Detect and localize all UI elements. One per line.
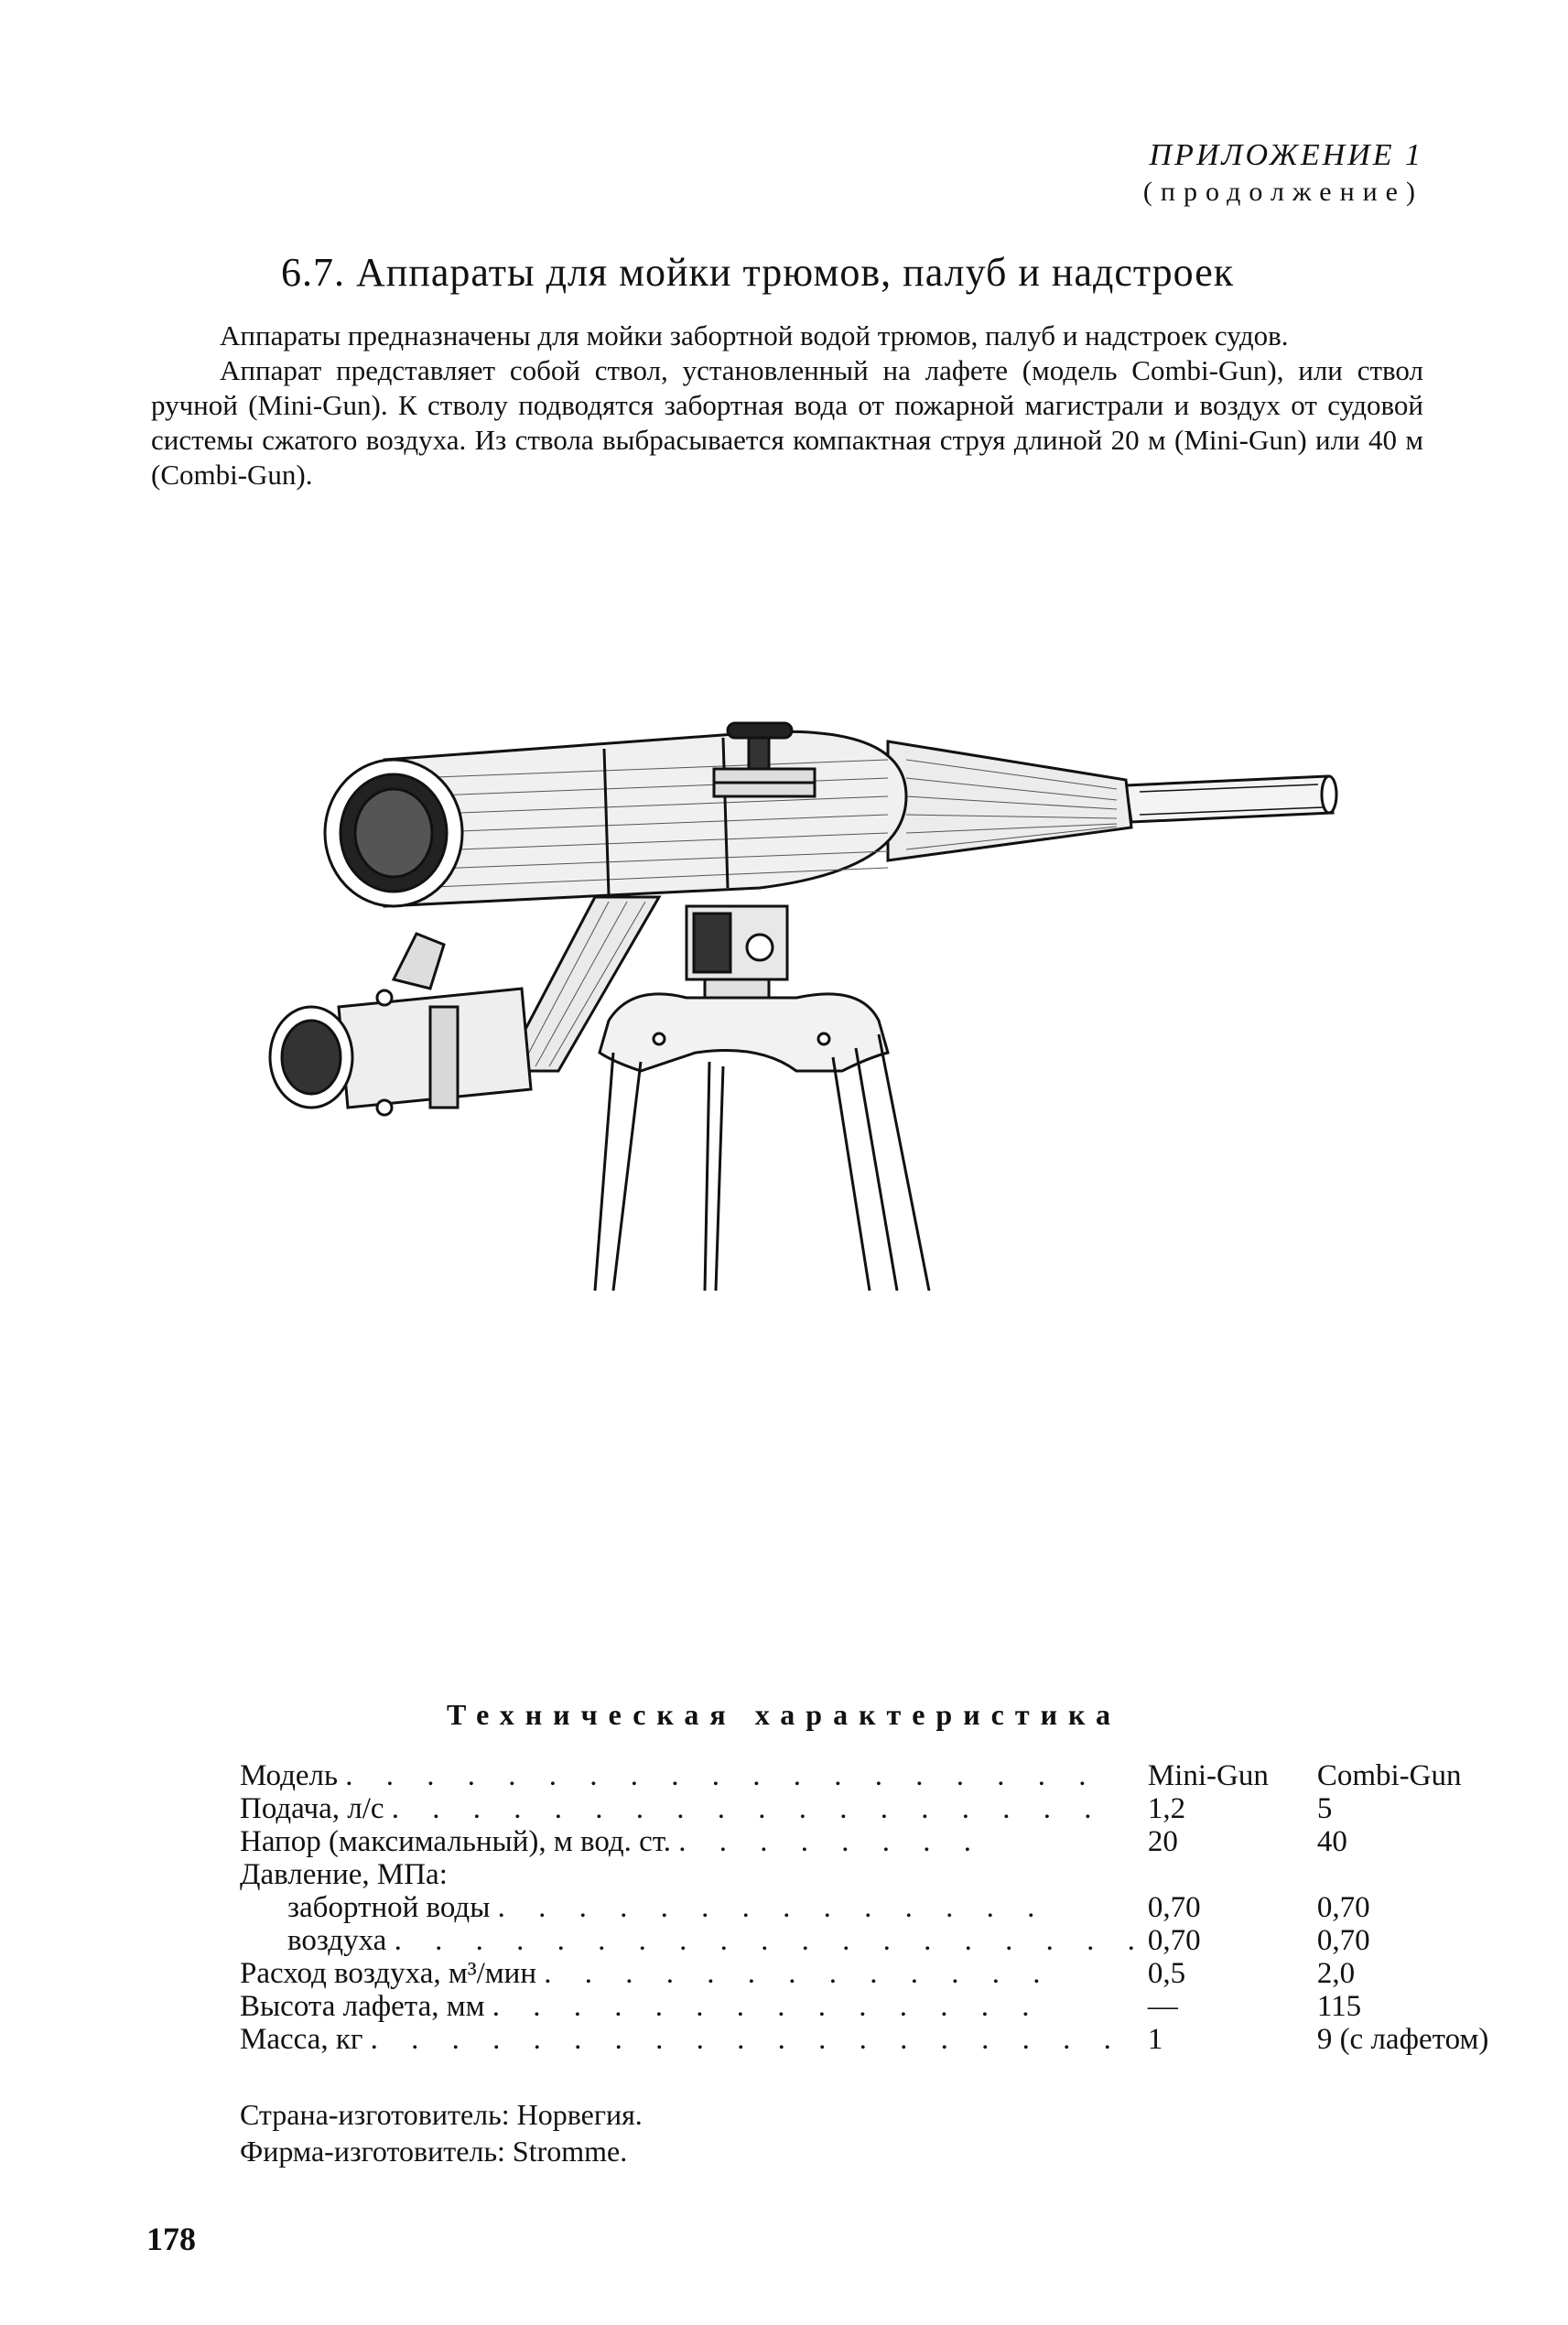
- spec-mini-value: [1148, 1858, 1317, 1891]
- spec-mini-value: 0,70: [1147, 1924, 1201, 1957]
- spec-combi-value: 40: [1316, 1825, 1347, 1858]
- spec-label: Модель: [240, 1759, 339, 1792]
- main-barrel: [384, 731, 906, 906]
- table-row: забортной воды . . . . . . . . . . . . . . 0,70 0,70: [240, 1891, 1500, 1924]
- tripod-legs: [595, 1034, 929, 1291]
- table-row: Масса, кг . . . . . . . . . . . . . . . . . . . 1 9 (с лафетом): [240, 2023, 1500, 2056]
- spec-label: забортной воды: [287, 1891, 491, 1924]
- spec-mini-value: 0,70: [1147, 1891, 1201, 1924]
- table-row: Расход воздуха, м³/мин . . . . . . . . . . . . . 0,5 2,0: [240, 1957, 1500, 1990]
- spec-label: Масса, кг: [240, 2023, 363, 2056]
- spec-combi-value: 0,70: [1316, 1924, 1370, 1957]
- appendix-continuation: (продолжение): [1142, 177, 1423, 207]
- country-of-origin: Страна-изготовитель: Норвегия.: [240, 2098, 643, 2131]
- nozzle-cone: [888, 741, 1131, 860]
- specs-table: [240, 1759, 1500, 2056]
- specs-heading: Техническая характеристика: [447, 1698, 1121, 1731]
- spec-label: Подача, л/с: [240, 1792, 384, 1825]
- table-row: [240, 1858, 1500, 1891]
- nozzle-pipe: [1126, 776, 1336, 822]
- body-text: [151, 319, 1423, 492]
- table-row: Высота лафета, мм . . . . . . . . . . . . . . — 115: [240, 1990, 1500, 2023]
- spec-label: Высота лафета, мм: [240, 1990, 485, 2023]
- appendix-header: [1143, 137, 1423, 211]
- spec-mini-value: —: [1147, 1990, 1178, 2023]
- spec-mini-value: Mini-Gun: [1147, 1759, 1269, 1792]
- manufacturer-info: [240, 2096, 643, 2169]
- spec-label: Давление, МПа:: [240, 1858, 448, 1891]
- washing-gun-illustration: [247, 705, 1355, 1291]
- spec-label: воздуха: [287, 1924, 387, 1957]
- appendix-title: ПРИЛОЖЕНИЕ 1: [1149, 138, 1423, 172]
- table-row: воздуха . . . . . . . . . . . . . . . . . . . 0,70 0,70: [240, 1924, 1500, 1957]
- spec-label: Напор (максимальный), м вод. ст.: [240, 1825, 672, 1858]
- spec-combi-value: Combi-Gun: [1316, 1759, 1462, 1792]
- spec-combi-value: 0,70: [1316, 1891, 1370, 1924]
- spec-combi-value: 2,0: [1316, 1957, 1356, 1990]
- spec-mini-value: 0,5: [1147, 1957, 1186, 1990]
- page-number: 178: [146, 2221, 196, 2257]
- table-row: Подача, л/с . . . . . . . . . . . . . . . . . . 1,2 5: [240, 1792, 1500, 1825]
- spec-mini-value: 1,2: [1147, 1792, 1186, 1825]
- table-row: Модель . . . . . . . . . . . . . . . . . . . Mini-Gun Combi-Gun: [240, 1759, 1500, 1792]
- inlet-coupling: [270, 934, 531, 1115]
- manufacturer-company: Фирма-изготовитель: Stromme.: [240, 2135, 628, 2168]
- spec-mini-value: 20: [1147, 1825, 1178, 1858]
- section-title: 6.7. Аппараты для мойки трюмов, палуб и надстроек: [281, 250, 1235, 295]
- paragraph-description: Аппарат представляет собой ствол, установленный на лафете (модель Combi-Gun), или ствол ручной (Mini-Gun). К стволу подводятся забортная вода от пожарной магистрали и воздух от судовой системы сжатого воздуха. Из ствола выбрасывается компактная струя длиной 20 м (Mini-Gun) или 40 м (Combi-Gun).: [151, 354, 1423, 491]
- tripod-head: [600, 994, 888, 1071]
- barrel-muzzle: [325, 760, 462, 906]
- table-row: Напор (максимальный), м вод. ст. . . . . . . . . 20 40: [240, 1825, 1500, 1858]
- spec-combi-value: 5: [1316, 1792, 1333, 1825]
- spec-mini-value: 1: [1147, 2023, 1163, 2056]
- paragraph-purpose: Аппараты предназначены для мойки забортной водой трюмов, палуб и надстроек судов.: [220, 319, 1289, 351]
- spec-label: Расход воздуха, м³/мин: [240, 1957, 536, 1990]
- spec-combi-value: [1317, 1858, 1500, 1891]
- spec-combi-value: 9 (с лафетом): [1316, 2023, 1489, 2056]
- spec-combi-value: 115: [1316, 1990, 1362, 2023]
